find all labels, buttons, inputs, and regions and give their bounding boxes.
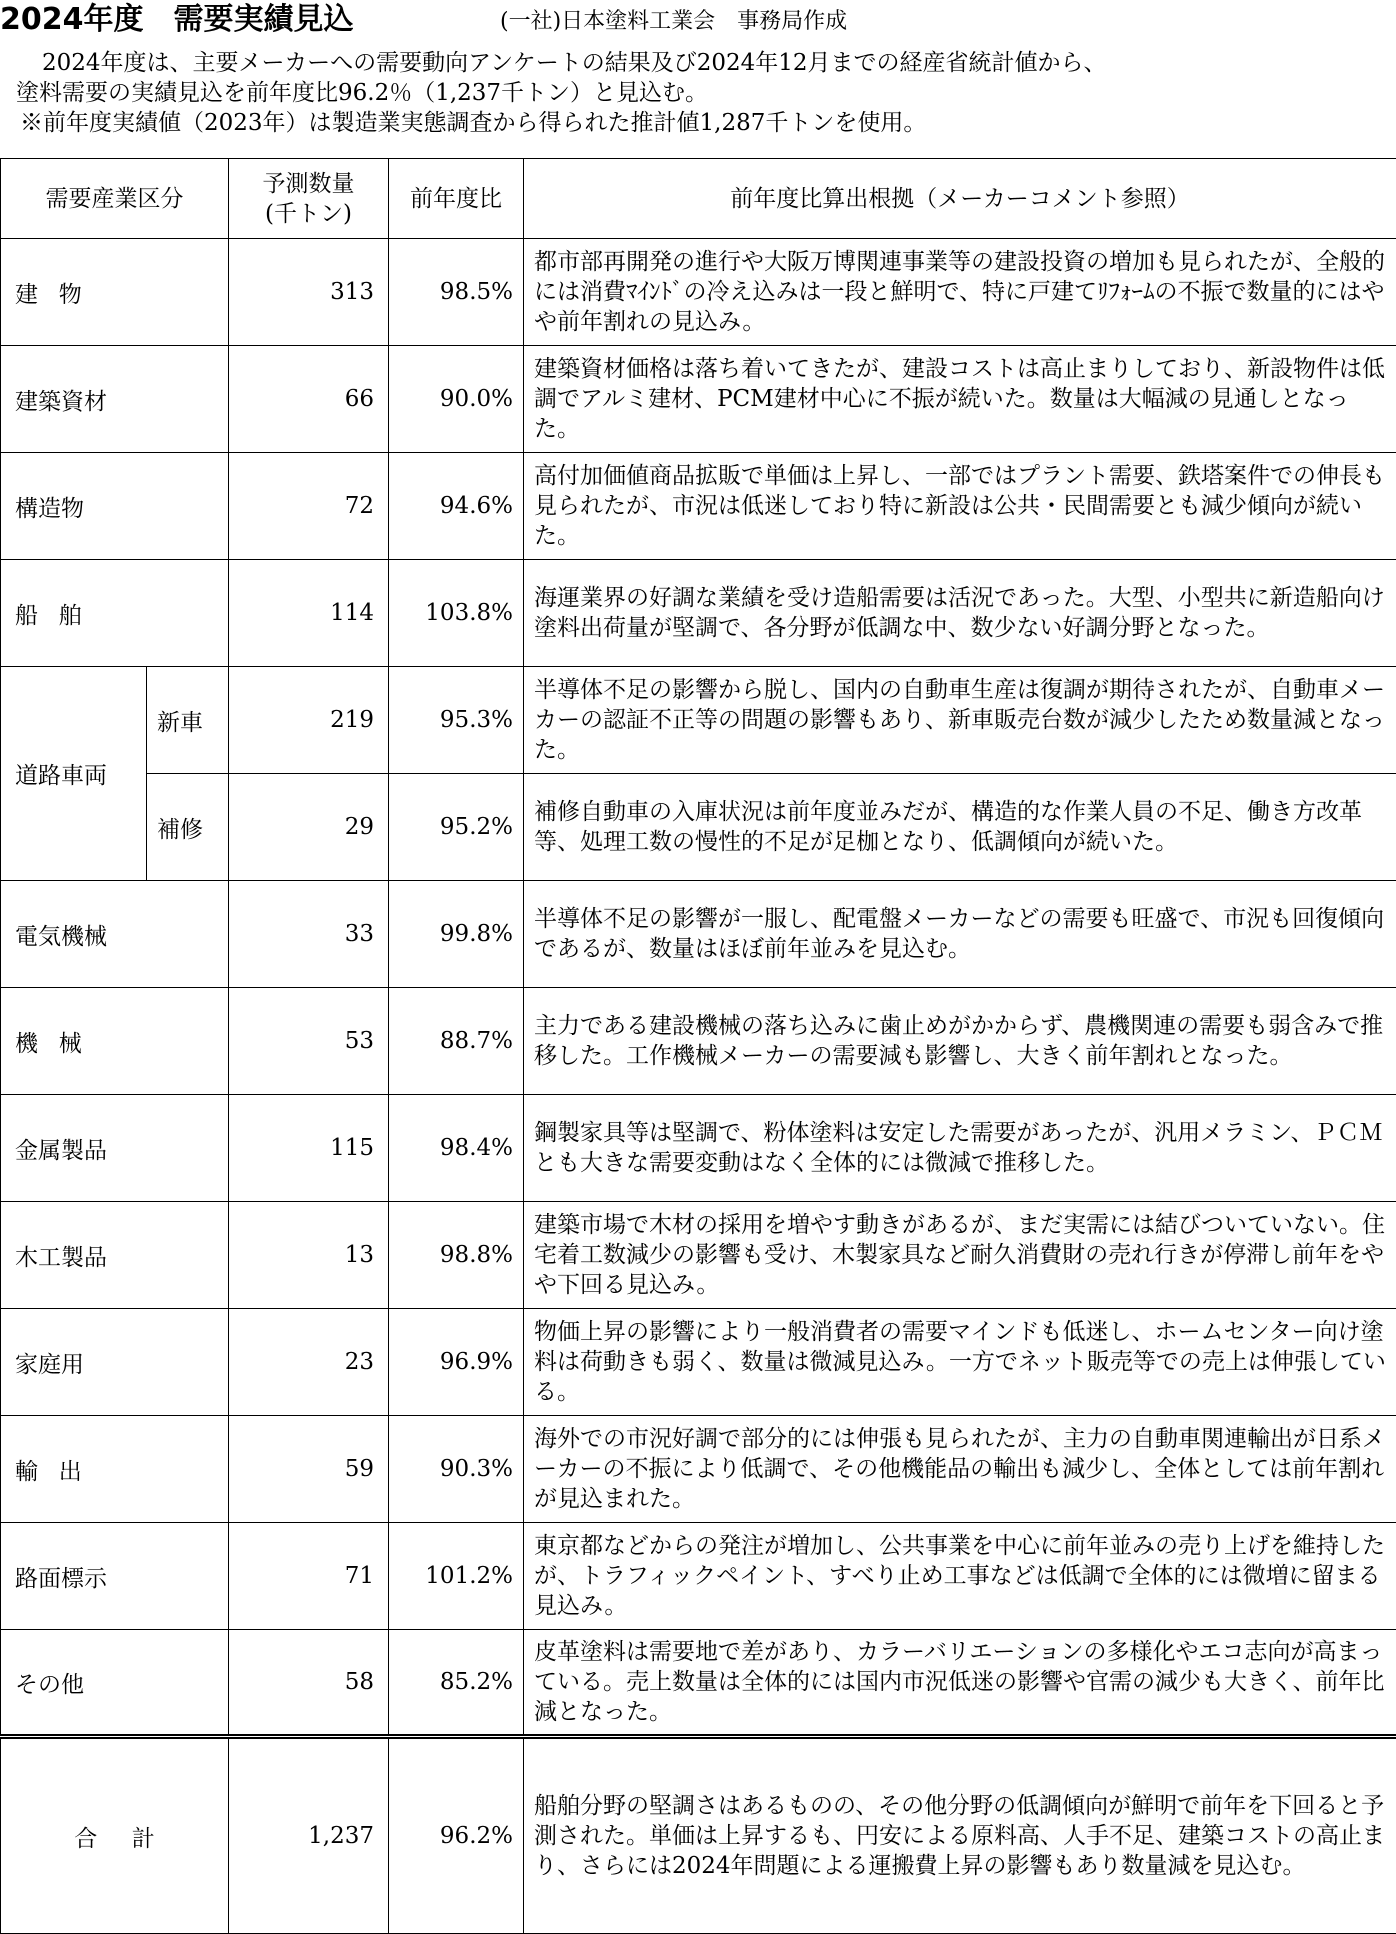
basis-cell: 建築市場で木材の採用を増やす動きがあるが、まだ実需には結びついていない。住宅着工数減少の影響も受け、木製家具など耐久消費財の売れ行きが停滞し前年をやや下回る見込み。 (524, 1202, 1396, 1309)
header-quantity-line1: 予測数量 (229, 169, 388, 199)
category-cell: 建築資材 (1, 346, 229, 453)
table-row (1, 1095, 1396, 1202)
ratio-cell: 90.3% (389, 1416, 524, 1523)
ratio-cell: 98.4% (389, 1095, 524, 1202)
table-header-row (1, 159, 1396, 239)
total-quantity: 1,237 (229, 1737, 389, 1934)
category-cell: 道路車両 (1, 667, 147, 881)
quantity-cell: 53 (229, 988, 389, 1095)
header-ratio: 前年度比 (389, 159, 524, 239)
intro-line-3: ※前年度実績値（2023年）は製造業実態調査から得られた推計値1,287千トンを使用。 (0, 108, 1396, 138)
quantity-cell: 115 (229, 1095, 389, 1202)
table-row (1, 1202, 1396, 1309)
quantity-cell: 59 (229, 1416, 389, 1523)
document-header (0, 0, 1396, 40)
total-ratio: 96.2% (389, 1737, 524, 1934)
basis-cell: 物価上昇の影響により一般消費者の需要マインドも低迷し、ホームセンター向け塗料は荷動きも弱く、数量は微減見込み。一方でネット販売等での売上は伸張している。 (524, 1309, 1396, 1416)
category-cell: 電気機械 (1, 881, 229, 988)
ratio-cell: 96.9% (389, 1309, 524, 1416)
category-cell: 構造物 (1, 453, 229, 560)
ratio-cell: 103.8% (389, 560, 524, 667)
basis-cell: 建築資材価格は落ち着いてきたが、建設コストは高止まりしており、新設物件は低調でアルミ建材、PCM建材中心に不振が続いた。数量は大幅減の見通しとなった。 (524, 346, 1396, 453)
basis-cell: 都市部再開発の進行や大阪万博関連事業等の建設投資の増加も見られたが、全般的には消費ﾏｲﾝﾄﾞの冷え込みは一段と鮮明で、特に戸建てﾘﾌｫｰﾑの不振で数量的にはやや前年割れの見込み。 (524, 239, 1396, 346)
quantity-cell: 23 (229, 1309, 389, 1416)
total-label: 合計 (1, 1737, 229, 1934)
quantity-cell: 66 (229, 346, 389, 453)
table-row (1, 560, 1396, 667)
table-row (1, 988, 1396, 1095)
ratio-cell: 88.7% (389, 988, 524, 1095)
table-row (1, 667, 1396, 774)
category-cell: 輸出 (1, 1416, 229, 1523)
quantity-cell: 114 (229, 560, 389, 667)
table-row (1, 881, 1396, 988)
category-cell: 船舶 (1, 560, 229, 667)
basis-cell: 海外での市況好調で部分的には伸張も見られたが、主力の自動車関連輸出が日系メーカーの不振により低調で、その他機能品の輸出も減少し、全体としては前年割れが見込まれた。 (524, 1416, 1396, 1523)
subcategory-cell: 新車 (147, 667, 229, 774)
ratio-cell: 101.2% (389, 1523, 524, 1630)
category-cell: 建物 (1, 239, 229, 346)
ratio-cell: 94.6% (389, 453, 524, 560)
header-quantity-line2: (千トン) (229, 199, 388, 229)
organization-credit: (一社)日本塗料工業会 事務局作成 (500, 8, 847, 36)
ratio-cell: 95.2% (389, 774, 524, 881)
ratio-cell: 99.8% (389, 881, 524, 988)
basis-cell: 海運業界の好調な業績を受け造船需要は活況であった。大型、小型共に新造船向け塗料出荷量が堅調で、各分野が低調な中、数少ない好調分野となった。 (524, 560, 1396, 667)
category-cell: その他 (1, 1630, 229, 1737)
table-row (1, 1416, 1396, 1523)
table-row (1, 453, 1396, 560)
demand-table (0, 158, 1396, 1934)
intro-line-1: 2024年度は、主要メーカーへの需要動向アンケートの結果及び2024年12月までの経産省統計値から、 (0, 48, 1396, 78)
quantity-cell: 13 (229, 1202, 389, 1309)
quantity-cell: 71 (229, 1523, 389, 1630)
subcategory-cell: 補修 (147, 774, 229, 881)
category-cell: 家庭用 (1, 1309, 229, 1416)
quantity-cell: 33 (229, 881, 389, 988)
table-row (1, 239, 1396, 346)
ratio-cell: 98.8% (389, 1202, 524, 1309)
total-basis: 船舶分野の堅調さはあるものの、その他分野の低調傾向が鮮明で前年を下回ると予測された。単価は上昇するも、円安による原料高、人手不足、建築コストの高止まり、さらには2024年問題による運搬費上昇の影響もあり数量減を見込む。 (524, 1737, 1396, 1934)
category-cell: 路面標示 (1, 1523, 229, 1630)
category-cell: 木工製品 (1, 1202, 229, 1309)
basis-cell: 東京都などからの発注が増加し、公共事業を中心に前年並みの売り上げを維持したが、トラフィックペイント、すべり止め工事などは低調で全体的には微増に留まる見込み。 (524, 1523, 1396, 1630)
quantity-cell: 29 (229, 774, 389, 881)
ratio-cell: 85.2% (389, 1630, 524, 1737)
intro-line-2: 塗料需要の実績見込を前年度比96.2％（1,237千トン）と見込む。 (0, 78, 1396, 108)
ratio-cell: 95.3% (389, 667, 524, 774)
basis-cell: 主力である建設機械の落ち込みに歯止めがかからず、農機関連の需要も弱含みで推移した。工作機械メーカーの需要減も影響し、大きく前年割れとなった。 (524, 988, 1396, 1095)
category-cell: 機械 (1, 988, 229, 1095)
header-category: 需要産業区分 (1, 159, 229, 239)
table-row (1, 774, 1396, 881)
basis-cell: 皮革塗料は需要地で差があり、カラーバリエーションの多様化やエコ志向が高まっている。売上数量は全体的には国内市況低迷の影響や官需の減少も大きく、前年比減となった。 (524, 1630, 1396, 1737)
quantity-cell: 313 (229, 239, 389, 346)
ratio-cell: 90.0% (389, 346, 524, 453)
category-cell: 金属製品 (1, 1095, 229, 1202)
quantity-cell: 72 (229, 453, 389, 560)
table-row (1, 1523, 1396, 1630)
table-row (1, 1309, 1396, 1416)
total-row (1, 1737, 1396, 1934)
ratio-cell: 98.5% (389, 239, 524, 346)
table-row (1, 1630, 1396, 1737)
basis-cell: 補修自動車の入庫状況は前年度並みだが、構造的な作業人員の不足、働き方改革等、処理工数の慢性的不足が足枷となり、低調傾向が続いた。 (524, 774, 1396, 881)
quantity-cell: 219 (229, 667, 389, 774)
document-title: 2024年度 需要実績見込 (0, 2, 354, 38)
basis-cell: 半導体不足の影響が一服し、配電盤メーカーなどの需要も旺盛で、市況も回復傾向であるが、数量はほぼ前年並みを見込む。 (524, 881, 1396, 988)
quantity-cell: 58 (229, 1630, 389, 1737)
table-row (1, 346, 1396, 453)
basis-cell: 高付加価値商品拡販で単価は上昇し、一部ではプラント需要、鉄塔案件での伸長も見られたが、市況は低迷しており特に新設は公共・民間需要とも減少傾向が続いた。 (524, 453, 1396, 560)
header-quantity (229, 159, 389, 239)
basis-cell: 鋼製家具等は堅調で、粉体塗料は安定した需要があったが、汎用メラミン、ＰＣＭとも大きな需要変動はなく全体的には微減で推移した。 (524, 1095, 1396, 1202)
header-basis: 前年度比算出根拠（メーカーコメント参照） (524, 159, 1396, 239)
intro-text (0, 48, 1396, 138)
basis-cell: 半導体不足の影響から脱し、国内の自動車生産は復調が期待されたが、自動車メーカーの認証不正等の問題の影響もあり、新車販売台数が減少したため数量減となった。 (524, 667, 1396, 774)
